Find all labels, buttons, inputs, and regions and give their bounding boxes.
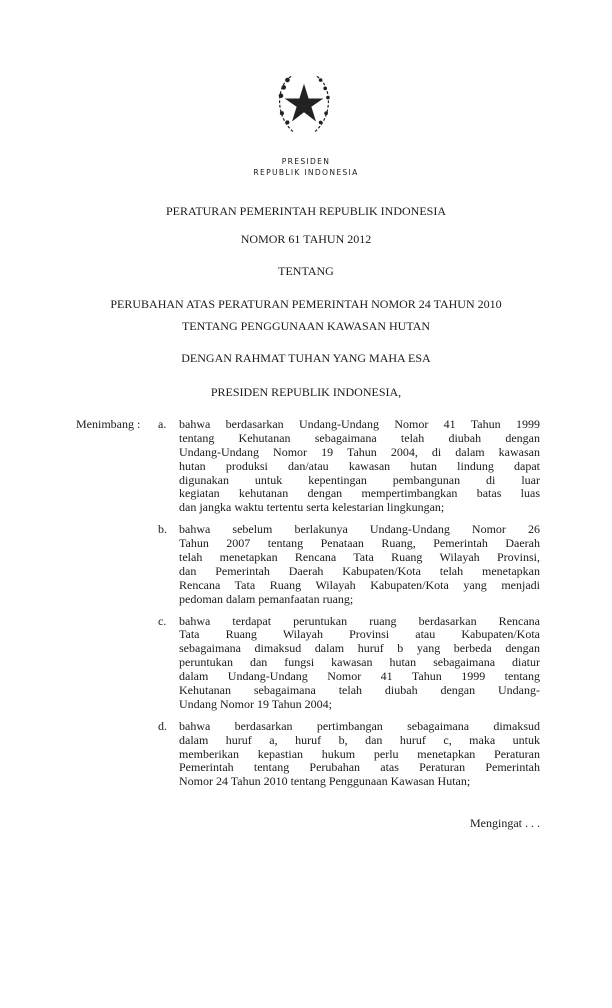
item-line: dan jangka waktu tertentu serta kelestarian lingkungan; bbox=[179, 501, 445, 515]
item-line: Pemerintah tentang Perubahan atas Peraturan Pemerintah bbox=[179, 761, 540, 775]
item-line: pedoman dalam pemanfaatan ruang; bbox=[179, 592, 354, 606]
seal-caption-line-1: PRESIDEN bbox=[281, 157, 331, 166]
item-line: sebagaimana dimaksud dalam huruf b yang berbeda dengan bbox=[179, 642, 540, 656]
item-line: bahwa berdasarkan Undang-Undang Nomor 41 Tahun 1999 bbox=[179, 418, 540, 431]
subject-line-2: TENTANG PENGGUNAAN KAWASAN HUTAN bbox=[181, 319, 431, 333]
continuation-marker: Mengingat . . . bbox=[470, 816, 540, 830]
item-line: Nomor 24 Tahun 2010 tentang Penggunaan Kawasan Hutan; bbox=[179, 775, 471, 789]
item-line: telah menetapkan Rencana Tata Ruang Wilayah Provinsi, bbox=[179, 551, 540, 565]
garuda-star-seal-icon bbox=[266, 69, 342, 139]
issuer: PRESIDEN REPUBLIK INDONESIA, bbox=[210, 385, 402, 399]
item-line: Kehutanan sebagaimana telah diubah dengan Undang- bbox=[179, 684, 540, 698]
item-line: peruntukan dan fungsi kawasan hutan sebagaimana diatur bbox=[179, 656, 540, 670]
regulation-number: NOMOR 61 TAHUN 2012 bbox=[240, 232, 372, 246]
item-letter: b. bbox=[158, 522, 167, 537]
considering-item bbox=[158, 720, 540, 789]
considering-item bbox=[158, 615, 540, 712]
item-letter: c. bbox=[158, 613, 167, 628]
item-letter: a. bbox=[158, 417, 167, 431]
item-line: Tata Ruang Wilayah Provinsi atau Kabupaten/Kota bbox=[179, 628, 540, 642]
item-line: dalam Undang-Undang Nomor 41 Tahun 1999 tentang bbox=[179, 670, 540, 684]
considering-item bbox=[158, 523, 540, 606]
subject-line-1: PERUBAHAN ATAS PERATURAN PEMERINTAH NOMOR 24 TAHUN 2010 bbox=[110, 297, 502, 311]
item-text bbox=[179, 720, 540, 789]
item-line: Undang-Undang Nomor 19 Tahun 2004, di dalam kawasan bbox=[179, 445, 540, 459]
item-line: kegiatan kehutanan dengan mempertimbangkan batas luas bbox=[179, 487, 540, 501]
invocation: DENGAN RAHMAT TUHAN YANG MAHA ESA bbox=[181, 351, 431, 365]
regulation-title: PERATURAN PEMERINTAH REPUBLIK INDONESIA bbox=[165, 204, 447, 218]
seal-caption-line-2: REPUBLIK INDONESIA bbox=[253, 168, 359, 177]
item-text bbox=[179, 523, 540, 606]
item-letter: d. bbox=[158, 718, 167, 733]
item-line: bahwa sebelum berlakunya Undang-Undang Nomor 26 bbox=[179, 523, 540, 537]
item-line: Tahun 2007 tentang Penataan Ruang, Pemerintah Daerah bbox=[179, 537, 540, 551]
item-line: tentang Kehutanan sebagaimana telah diubah dengan bbox=[179, 431, 540, 445]
item-line: bahwa terdapat peruntukan ruang berdasarkan Rencana bbox=[179, 614, 540, 628]
item-line: bahwa berdasarkan pertimbangan sebagaimana dimaksud bbox=[179, 719, 540, 733]
item-line: Rencana Tata Ruang Wilayah Kabupaten/Kota yang menjadi bbox=[179, 578, 540, 592]
item-line: digunakan untuk kepentingan pembangunan di luar bbox=[179, 473, 540, 487]
about-heading: TENTANG bbox=[278, 264, 334, 278]
item-line: memberikan kepastian hukum perlu menetapkan Peraturan bbox=[179, 747, 540, 761]
item-text bbox=[179, 418, 540, 515]
item-line: hutan produksi dan/atau kawasan hutan lindung dapat bbox=[179, 459, 540, 473]
item-line: dalam huruf a, huruf b, dan huruf c, maka untuk bbox=[179, 733, 540, 747]
considering-item bbox=[158, 418, 540, 515]
considering-list bbox=[158, 418, 540, 797]
item-text bbox=[179, 615, 540, 712]
considering-label: Menimbang : bbox=[76, 417, 141, 431]
item-line: dan Pemerintah Daerah Kabupaten/Kota telah menetapkan bbox=[179, 564, 540, 578]
item-line: Undang Nomor 19 Tahun 2004; bbox=[179, 697, 332, 711]
